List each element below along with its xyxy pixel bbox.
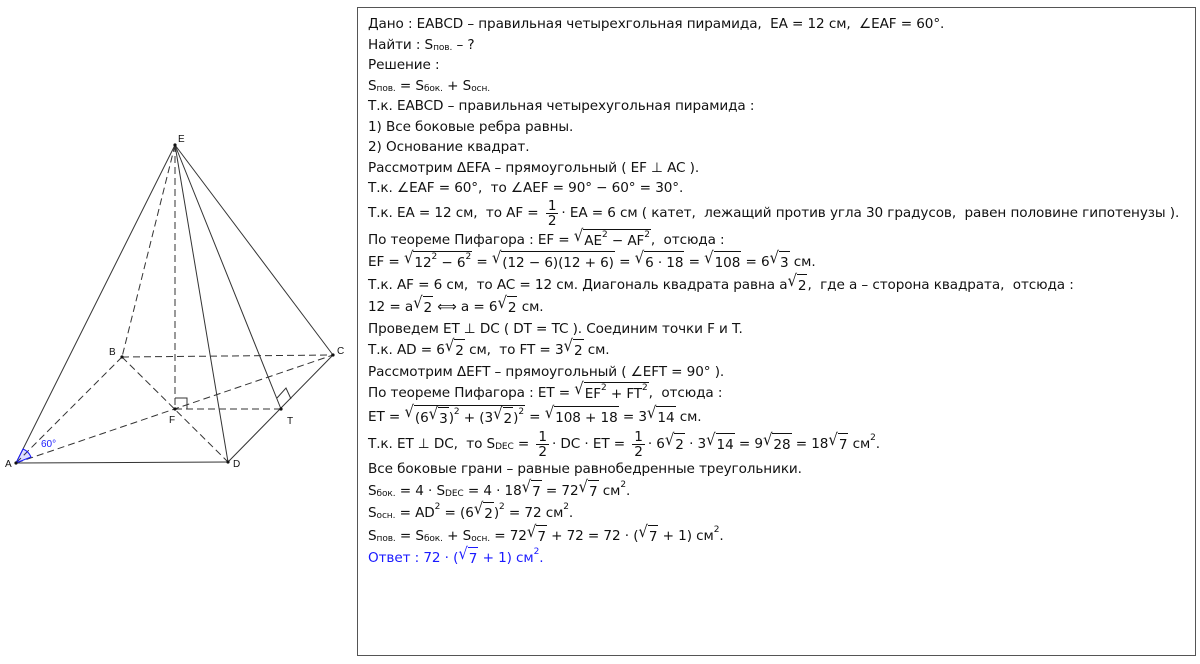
superscript: 2 [518,406,524,417]
square-root [428,403,449,430]
text-run: · EA = 6 см ( катет, лежащий против угла 30 градусов, равен половине гипотенузы ). [561,205,1180,222]
radical-sign-icon: √ [526,521,537,541]
solution-line [368,247,1195,274]
solution-line [368,270,1195,297]
text-run: = [513,435,534,452]
square-root [413,292,433,319]
text-run: = S [395,527,424,544]
text-run: = 4 · S [395,482,445,499]
fraction [536,430,549,459]
radicand [772,433,791,456]
square-root [497,292,517,319]
radical-sign-icon: √ [458,543,468,564]
text-run: = 4 · 18 [463,482,522,499]
text-run: , отсюда : [650,231,725,248]
square-root [704,247,741,274]
square-root [458,543,478,570]
superscript: 2 [600,383,607,393]
superscript: 2 [453,406,460,417]
subscript: бок. [423,533,443,544]
superscript: 2 [620,479,626,490]
denominator: 2 [547,213,557,229]
pyramid-figure [0,0,356,664]
label-D: D [233,459,241,470]
radical-sign-icon: √ [497,292,507,313]
text-run: + S [442,527,472,544]
text-run: + S [442,77,472,94]
radical-sign-icon: √ [706,429,716,450]
text-run: Т.к. AF = 6 см, то AC = 12 см. Диагональ квадрата равна a [368,276,788,293]
subscript: бок. [376,488,396,499]
text-run: Т.к. AD = 6 [368,342,445,358]
text-run: + 1) см [658,527,714,544]
label-B: B [109,347,116,358]
radicand [554,406,618,429]
text-run: Т.к. EABCD – правильная четырехугольная пирамида : [368,98,755,114]
text-run: 2) Основание квадрат. [368,139,530,155]
radical-sign-icon: √ [428,403,439,423]
text-run: По теореме Пифагора : ET = [368,385,575,401]
radicand [674,433,685,456]
text-run: см, то FT = 3 [464,342,564,358]
superscript: 2 [870,432,876,443]
superscript: 2 [563,502,569,512]
numerator: 1 [538,428,547,445]
text-run: см [848,435,871,452]
text-run: 7 [532,483,541,500]
solution-line [368,476,1195,503]
text-run: см. [583,342,610,358]
text-run: − 6 [437,255,466,271]
solution-text-box [357,7,1196,656]
numerator: 1 [547,198,557,214]
radicand [438,407,449,430]
radical-sign-icon: √ [578,476,588,496]
text-run: = S [395,77,424,94]
text-run: ⟺ a = 6 [433,299,498,315]
edge-EC [175,145,333,355]
denominator: 2 [538,443,547,460]
text-run: (6 [414,409,429,426]
text-run: Рассмотрим ΔEFA – прямоугольный ( EF ⊥ AC ). [368,159,700,176]
square-root [706,429,735,456]
solution-line [368,55,1195,76]
text-run: . [539,550,544,566]
segment-ET [175,145,281,409]
text-run: EF = [368,254,404,270]
text-run: 2 [455,343,464,359]
subscript: DEC [444,488,464,499]
text-run: + (3 [459,409,494,426]
text-run: 2 [484,506,493,522]
radical-sign-icon: √ [574,378,584,399]
text-run: 7 [537,528,546,545]
text-run: + 72 = 72 · ( [546,527,639,544]
label-T: T [287,416,294,427]
text-run: 2 [675,436,684,453]
text-run: · 3 [684,435,707,452]
solution-line [368,292,1195,319]
text-run: · DC · ET = [551,435,630,452]
subscript: пов. [376,533,396,544]
fraction [632,430,645,459]
solution-line [368,335,1195,362]
text-run: , где a – сторона квадрата, отсюда : [807,276,1074,293]
radical-sign-icon: √ [473,498,484,519]
square-root [646,402,676,429]
radical-sign-icon: √ [563,335,573,356]
radicand [644,251,684,274]
label-A: A [5,459,12,470]
text-run: = 72 см [504,505,564,521]
text-run: S [368,505,377,521]
square-root [521,476,542,503]
square-root [491,247,615,274]
radical-sign-icon: √ [769,247,779,268]
square-root [664,429,685,456]
text-run: = [524,408,545,425]
solution-line [368,76,1195,97]
text-run: 3 [439,410,448,427]
radicand [656,406,675,429]
text-run: = 72 [490,527,527,544]
text-run: S [368,527,377,544]
superscript: 2 [465,252,472,262]
text-run: Найти : S [368,36,434,53]
square-root [578,476,599,503]
text-run: 2 [507,300,517,316]
subscript: DEC [495,441,514,452]
solution-line [368,158,1195,179]
text-run: 7 [588,483,598,500]
square-root [444,335,465,362]
square-root [544,402,619,429]
text-run: . [568,505,574,521]
right-angle-T [277,388,291,399]
text-run: Рассмотрим ΔEFT – прямоугольный ( ∠EFT = 90° ). [368,363,725,380]
text-run: − AF [607,232,645,249]
text-run: Т.к. EA = 12 см, то AF = [368,205,543,222]
text-run: S [368,77,377,94]
text-run: EF [584,386,601,402]
superscript: 2 [434,502,441,512]
radical-sign-icon: √ [413,292,423,313]
text-run: 108 [714,255,741,271]
radical-sign-icon: √ [521,476,532,496]
label-E: E [178,134,185,145]
text-run: 7 [838,436,848,453]
text-run: Решение : [368,57,440,73]
subscript: осн. [471,83,490,94]
superscript: 2 [533,547,540,557]
superscript: 2 [642,383,648,393]
text-run: + FT [606,386,643,402]
text-run: ) [513,409,519,426]
text-run: 7 [648,528,658,545]
text-run: = AD [395,505,435,521]
radical-sign-icon: √ [444,335,455,356]
solution-line [368,199,1195,229]
text-run: см. [675,408,702,425]
label-C: C [337,346,345,357]
square-root [473,498,494,525]
solution-line [368,96,1195,117]
radicand [468,547,479,570]
text-run: Проведем ET ⊥ DC ( DT = TC ). Соединим точки F и T. [368,320,743,337]
solution-line [368,178,1195,199]
radicand [501,251,615,274]
text-run: 2 [503,410,513,427]
text-run: 2 [797,277,807,294]
text-run: (12 − 6)(12 + 6) [502,255,614,271]
text-run: = 9 [734,435,763,452]
radicand [413,251,472,274]
text-run: = 3 [618,408,647,425]
square-root [574,378,648,405]
text-run: 28 [773,436,791,453]
radicand [483,502,494,525]
radical-sign-icon: √ [664,429,675,450]
answer-line [368,543,1195,570]
square-root [634,247,685,274]
text-run: см [598,482,621,499]
square-root [563,335,584,362]
text-run: . [625,482,631,499]
text-run: 7 [468,551,478,567]
text-run: 2 [423,300,433,316]
text-run: = 72 [541,482,579,499]
text-run: = (6 [440,505,474,521]
radicand [648,525,659,548]
text-run: = [472,254,492,270]
text-run: 12 = a [368,299,414,315]
superscript: 2 [644,229,650,240]
label-F: F [169,415,176,426]
radical-sign-icon: √ [491,247,502,268]
text-run: = 6 [741,254,770,270]
radicand [573,339,584,362]
text-run: 2 [573,343,583,359]
text-run: = 18 [791,435,829,452]
text-run: Все боковые грани – равные равнобедренные треугольники. [368,461,802,477]
angle-60-arc [16,449,31,463]
solution-line [368,498,1195,525]
edge-BC [122,355,333,357]
angle-label: 60° [41,439,57,450]
radicand [423,296,434,319]
radical-sign-icon: √ [762,429,773,450]
radical-sign-icon: √ [544,402,555,422]
radical-sign-icon: √ [493,403,503,423]
solution-line [368,35,1195,56]
subscript: пов. [433,42,453,53]
text-run: , отсюда : [648,385,723,401]
radicand [584,382,649,405]
superscript: 2 [431,252,438,262]
edge-EA [16,145,175,463]
text-run: Т.к. ET ⊥ DC, то S [368,435,496,452]
radical-sign-icon: √ [573,225,584,245]
text-run: · 6 [647,435,665,452]
text-run: Ответ : 72 · ( [368,550,459,566]
radicand [531,480,542,503]
radical-sign-icon: √ [646,402,657,422]
edge-AB [16,357,122,463]
text-run: 108 + 18 [555,409,618,426]
solution-line [368,117,1195,138]
text-run: см. [517,299,544,315]
radicand [503,407,514,430]
text-run: = [614,254,635,270]
text-run: . [719,527,724,544]
radical-sign-icon: √ [634,247,645,268]
text-run: По теореме Пифагора : EF = [368,231,574,248]
text-run: 1) Все боковые ребра равны. [368,118,574,135]
square-root [762,429,792,456]
radical-sign-icon: √ [828,429,838,450]
subscript: пов. [376,83,396,94]
square-root [787,270,807,297]
radicand [714,251,742,274]
denominator: 2 [634,443,643,460]
text-run: 6 · 18 [645,255,684,271]
solution-line [368,14,1195,35]
radical-sign-icon: √ [787,270,797,290]
square-root [828,429,848,456]
text-run: AE [584,232,602,249]
superscript: 2 [713,524,720,535]
solution-line [368,319,1195,340]
edge-AD [16,462,228,463]
radicand [414,405,525,430]
radicand [454,339,465,362]
solution-line [368,378,1195,405]
text-run: 14 [657,409,675,426]
edge-ED [175,145,228,462]
square-root [493,403,513,430]
solution-line [368,137,1195,158]
superscript: 2 [499,502,505,512]
fraction [546,199,559,228]
text-run: 14 [716,436,734,453]
radicand [797,274,808,297]
text-run: ) [493,505,500,521]
text-run: = [684,254,705,270]
radicand [716,433,735,456]
radical-sign-icon: √ [638,521,648,541]
text-run: Т.к. ∠EAF = 60°, то ∠AEF = 90° − 60° = 30°. [368,180,684,196]
text-run: см. [789,254,816,270]
text-run: ) [448,409,454,426]
radical-sign-icon: √ [404,401,414,421]
numerator: 1 [634,428,643,445]
solution-line [368,459,1195,480]
text-run: 3 [780,255,789,271]
superscript: 2 [601,229,608,240]
square-root [638,521,658,548]
subscript: осн. [376,511,396,521]
solution-line [368,362,1195,383]
text-run: . [875,435,881,452]
text-run: – ? [452,36,475,53]
subscript: бок. [423,83,443,94]
text-run: S [368,482,377,499]
radical-sign-icon: √ [704,247,714,268]
radicand [838,433,849,456]
subscript: осн. [471,533,490,544]
solution-line [368,521,1195,548]
text-run: ET = [368,408,405,425]
right-angle-F [175,398,187,409]
text-run: 12 [414,255,432,271]
square-root [404,401,525,430]
radicand [588,480,599,503]
radicand [507,296,518,319]
solution-line [368,429,1195,459]
text-run: Дано : EABCD – правильная четырехгольная пирамида, EA = 12 см, ∠EAF = 60°. [368,16,945,32]
square-root [403,247,472,274]
text-run: + 1) см [478,550,534,566]
edge-EB [122,145,175,357]
solution-line [368,401,1195,430]
radical-sign-icon: √ [403,247,414,268]
